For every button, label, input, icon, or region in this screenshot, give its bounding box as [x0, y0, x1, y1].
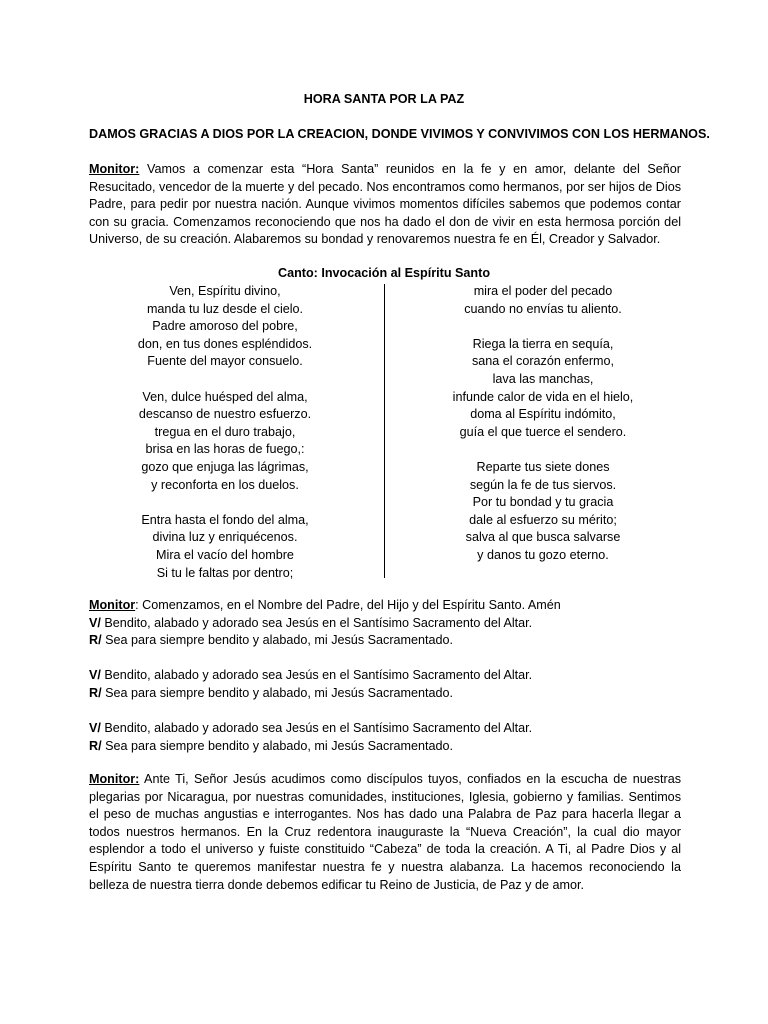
monitor-label: Monitor:: [89, 162, 140, 176]
response-line: [89, 685, 681, 703]
canto-line: cuando no envías tu aliento.: [464, 301, 622, 316]
response-line: [89, 738, 681, 756]
canto-line: y danos tu gozo eterno.: [477, 547, 609, 562]
response-label: R/: [89, 738, 102, 753]
canto-line: doma al Espíritu indómito,: [470, 407, 616, 422]
canto-line: guía el que tuerce el sendero.: [459, 424, 627, 439]
canto-line: tregua en el duro trabajo,: [154, 424, 296, 439]
closing-paragraph: [89, 771, 681, 894]
intro-paragraph: [89, 161, 681, 249]
canto-stanza: [80, 512, 370, 582]
closing-text: Ante Ti, Señor Jesús acudimos como discípulos tuyos, confiados en la escucha de nuestras plegarias por Nicaragua, por nuestras comunidades, instituciones, Iglesia, gobierno y familias. Sentimos el peso de muchas angustias e interrogantes. Nos has dado una Palabra de Paz para hacerla llegar a todos nuestros hermanos. En la Cruz redentora inauguraste la “Nueva Creación”, la cual dio mayor esplendor a todo el universo y fuiste constituido “Cabeza” de toda la creación. A Ti, al Padre Dios y al Espíritu Santo te queremos manifestar nuestra fe y nuestra alabanza. La hacemos reconociendo la belleza de nuestra tierra donde debemos edificar tu Reino de Justicia, de Paz y de amor.: [89, 772, 681, 892]
canto-line: Padre amoroso del pobre,: [152, 319, 298, 334]
canto-line: divina luz y enriquécenos.: [152, 530, 298, 545]
versicle-label: V/: [89, 615, 101, 630]
canto-line: Ven, dulce huésped del alma,: [142, 389, 308, 404]
monitor-line: [89, 597, 681, 615]
versicle-label: V/: [89, 721, 101, 736]
response-group: [89, 667, 681, 702]
monitor-text: : Comenzamos, en el Nombre del Padre, del Hijo y del Espíritu Santo. Amén: [135, 598, 561, 612]
canto-stanza: [398, 336, 688, 442]
versicle-text: Bendito, alabado y adorado sea Jesús en el Santísimo Sacramento del Altar.: [100, 721, 533, 736]
intro-text: Vamos a comenzar esta “Hora Santa” reunidos en la fe y en amor, delante del Señor Resucitado, vencedor de la muerte y del pecado. Nos encontramos como hermanos, por ser hijos de Dios Padre, para pedir por nuestra nación. Aunque vivimos momentos difíciles sabemos que podemos contar con su gracia. Comenzamos reconociendo que nos ha dado el don de vivir en esta hermosa porción del Universo, de su creación. Alabaremos su bondad y renovaremos nuestra fe en Él, Creador y Salvador.: [89, 162, 681, 247]
response-text: Sea para siempre bendito y alabado, mi Jesús Sacramentado.: [101, 633, 454, 648]
canto-line: descanso de nuestro esfuerzo.: [138, 407, 312, 422]
canto-stanza: [398, 283, 688, 318]
canto-stanza: [80, 283, 370, 371]
canto-line: Mira el vacío del hombre: [156, 547, 294, 562]
canto-line: dale al esfuerzo su mérito;: [469, 512, 617, 527]
canto-line: brisa en las horas de fuego,:: [145, 442, 305, 457]
canto-line: don, en tus dones espléndidos.: [137, 336, 313, 351]
monitor-label: Monitor:: [89, 772, 140, 786]
versicle-line: [89, 615, 681, 633]
response-label: R/: [89, 633, 102, 648]
monitor-label: Monitor: [89, 598, 136, 612]
canto-line: manda tu luz desde el cielo.: [146, 301, 304, 316]
canto-line: y reconforta en los duelos.: [151, 477, 299, 492]
canto-line: sana el corazón enfermo,: [471, 354, 615, 369]
response-line: [89, 632, 681, 650]
versicle-line: [89, 720, 681, 738]
canto-line: Entra hasta el fondo del alma,: [141, 512, 309, 527]
canto-line: Fuente del mayor consuelo.: [147, 354, 303, 369]
canto-line: Por tu bondad y tu gracia: [472, 495, 614, 510]
canto-line: gozo que enjuga las lágrimas,: [141, 459, 309, 474]
response-text: Sea para siempre bendito y alabado, mi Jesús Sacramentado.: [101, 685, 454, 700]
response-group: [89, 597, 681, 650]
canto-right-column: [398, 283, 688, 582]
canto-line: lava las manchas,: [492, 371, 594, 386]
responses-section: [89, 597, 681, 773]
canto-line: Si tu le faltas por dentro;: [156, 565, 294, 580]
canto-left-column: [80, 283, 370, 600]
canto-stanza: [80, 389, 370, 495]
canto-line: Reparte tus siete dones: [476, 459, 610, 474]
canto-line: infunde calor de vida en el hielo,: [452, 389, 634, 404]
canto-line: salva al que busca salvarse: [465, 530, 621, 545]
column-divider: [384, 284, 385, 578]
versicle-label: V/: [89, 668, 101, 683]
canto-stanza: [398, 459, 688, 565]
canto-line: mira el poder del pecado: [473, 284, 613, 298]
canto-line: Ven, Espíritu divino,: [169, 284, 281, 298]
versicle-text: Bendito, alabado y adorado sea Jesús en el Santísimo Sacramento del Altar.: [100, 668, 533, 683]
canto-line: Riega la tierra en sequía,: [472, 336, 614, 351]
document-title: HORA SANTA POR LA PAZ: [303, 92, 465, 106]
section-heading: DAMOS GRACIAS A DIOS POR LA CREACION, DONDE VIVIMOS Y CONVIVIMOS CON LOS HERMANOS.: [89, 127, 710, 141]
canto-title: Canto: Invocación al Espíritu Santo: [277, 266, 491, 280]
canto-line: según la fe de tus siervos.: [469, 477, 617, 492]
versicle-line: [89, 667, 681, 685]
response-label: R/: [89, 685, 102, 700]
response-group: [89, 720, 681, 755]
versicle-text: Bendito, alabado y adorado sea Jesús en el Santísimo Sacramento del Altar.: [100, 615, 533, 630]
response-text: Sea para siempre bendito y alabado, mi Jesús Sacramentado.: [101, 738, 454, 753]
